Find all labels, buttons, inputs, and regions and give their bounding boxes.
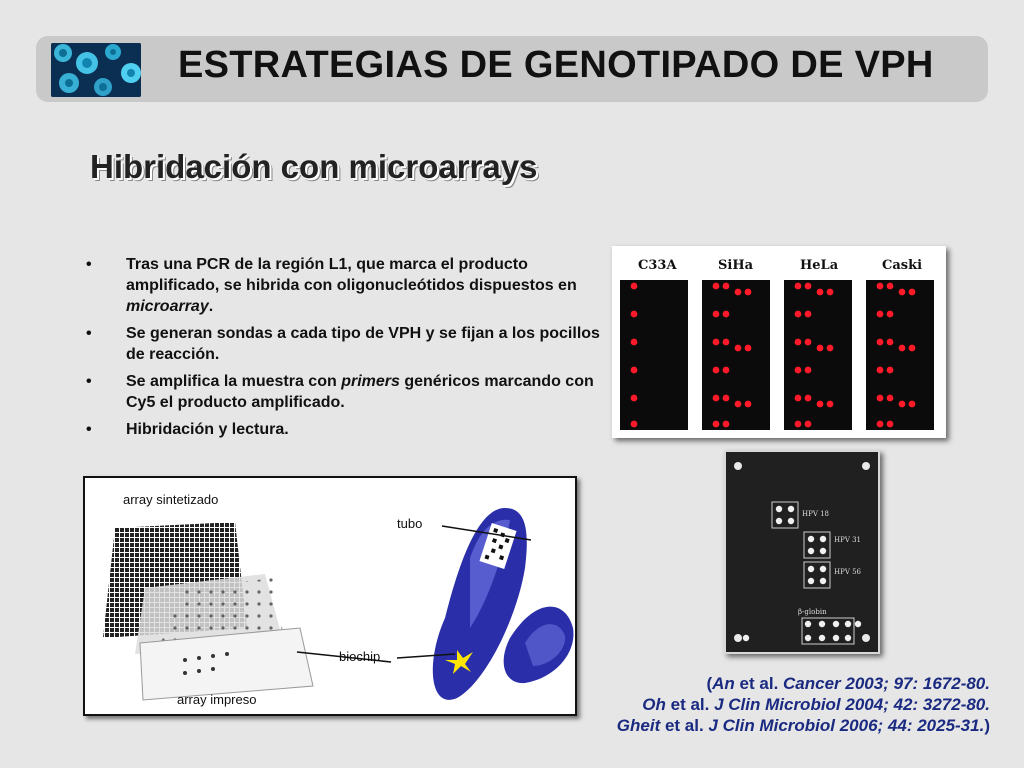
reference-line: (An et al. Cancer 2003; 97: 1672-80. [706,674,990,693]
bullet-item: • Se generan sondas a cada tipo de VPH y se fijan a los pocillos de reacción. [86,325,600,363]
bullet-item: • Hibridación y lectura. [86,421,289,438]
bullet-dot: • [86,325,92,342]
label-siha: SiHa [718,258,754,273]
reference-line: Gheit et al. J Clin Microbiol 2006; 44: 2025-31.) [616,716,990,735]
tube-biochip-illustration [85,478,575,714]
cell-lines-figure [612,246,946,438]
label-hpv56: HPV 56 [834,568,862,576]
bullet-dot: • [86,373,92,390]
cell-lines-array-image [612,246,946,438]
label-array-printed: array impreso [177,692,257,707]
label-hpv31: HPV 31 [834,536,862,544]
references [617,673,990,736]
reference-line: Oh et al. J Clin Microbiol 2004; 42: 3272-80. [642,695,990,714]
virus-image [51,43,141,97]
label-beta-globin: β-globin [798,608,827,616]
section-subtitle: Hibridación con microarrays [90,148,538,185]
tube-biochip-figure [83,476,577,716]
bullet-item: • Se amplifica la muestra con primers genéricos marcando con Cy5 el producto amplificado. [86,373,594,411]
label-caski: Caski [882,258,923,273]
label-biochip: biochip [339,649,381,664]
page-title: ESTRATEGIAS DE GENOTIPADO DE VPH [178,44,934,86]
bullet-item: • Tras una PCR de la región L1, que marca el producto amplificado, se hibrida con oligonucleótidos dispuestos en microarray. [86,256,577,315]
bullet-dot: • [86,421,92,438]
bullet-list [86,254,606,446]
label-hela: HeLa [800,258,839,273]
label-hpv18: HPV 18 [802,510,830,518]
label-array-synthesized: array sintetizado [123,492,219,507]
label-tube: tubo [397,516,423,531]
bullet-dot: • [86,256,92,273]
biochip-hybridization-image [724,450,880,654]
label-c33a: C33A [638,258,677,273]
